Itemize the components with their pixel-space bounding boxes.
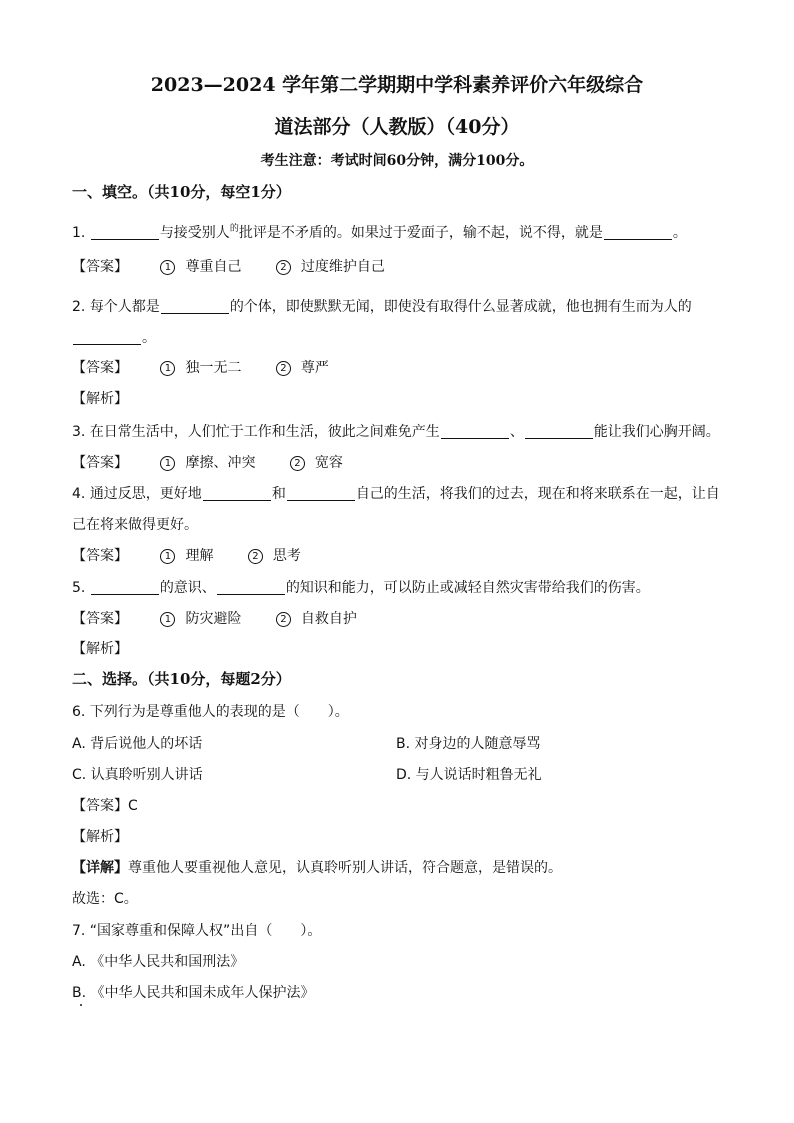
answer-1: 【答案】 1 尊重自己 2 过度维护自己 (72, 256, 385, 276)
option-c: C. 认真聆听别人讲话 (72, 767, 203, 783)
circled-number-icon: 1 (160, 361, 175, 376)
answer-4: 【答案】 1 理解 2 思考 (72, 545, 301, 565)
choose-6: 故选：C。 (72, 891, 138, 907)
answer-blank (604, 225, 672, 240)
section-choice-heading: 二、选择。（共10分，每题2分） (72, 670, 291, 688)
answer-label: 【答案】 (72, 360, 128, 376)
circled-number-icon: 1 (160, 456, 175, 471)
analysis-label-6: 【解析】 (72, 829, 128, 845)
answer-blank (525, 424, 593, 439)
answer-blank (73, 330, 141, 345)
option-b: B. 《中华人民共和国未成年人保护法》 (72, 985, 315, 1001)
answer-blank (203, 486, 271, 501)
question-2-cont: 。 (72, 327, 156, 347)
detail-label: 【详解】 (72, 860, 128, 876)
question-6: 6. 下列行为是尊重他人的表现的是（ ）。 (72, 704, 349, 720)
circled-number-icon: 2 (276, 361, 291, 376)
answer-blank (287, 486, 355, 501)
circled-number-icon: 1 (160, 549, 175, 564)
option-a: A. 《中华人民共和国刑法》 (72, 954, 245, 970)
question-number: 4. (72, 486, 86, 502)
question-7: 7. “国家尊重和保障人权”出自（ ）。 (72, 923, 322, 939)
answer-blank (161, 299, 229, 314)
answer-3: 【答案】 1 摩擦、冲突 2 宽容 (72, 452, 343, 472)
option-d: D. 与人说话时粗鲁无礼 (396, 767, 542, 783)
question-number: 3. (72, 424, 86, 440)
answer-5: 【答案】 1 防灾避险 2 自救自护 (72, 608, 357, 628)
answer-blank (441, 424, 509, 439)
question-number: 2. (72, 299, 86, 315)
question-number: 5. (72, 580, 86, 596)
circled-number-icon: 2 (290, 456, 305, 471)
question-number: 1. (72, 225, 86, 241)
section-fill-blank-heading: 一、填空。（共10分，每空1分） (72, 183, 291, 201)
circled-number-icon: 2 (248, 549, 263, 564)
option-b: B. 对身边的人随意辱骂 (396, 736, 541, 752)
analysis-label-2: 【解析】 (72, 391, 128, 407)
answer-label: 【答案】 (72, 798, 128, 814)
circled-number-icon: 2 (276, 260, 291, 275)
answer-label: 【答案】 (72, 455, 128, 471)
answer-blank (217, 580, 285, 595)
exam-notice: 考生注意：考试时间60分钟，满分100分。 (260, 153, 534, 169)
stray-dot (80, 1004, 82, 1006)
circled-number-icon: 1 (160, 260, 175, 275)
question-3: 3. 在日常生活中，人们忙于工作和生活，彼此之间难免产生 、 能让我们心胸开阔。 (72, 424, 720, 440)
question-4: 4. 通过反思，更好地 和 自己的生活，将我们的过去，现在和将来联系在一起，让自 (72, 486, 720, 502)
exam-subtitle: 道法部分（人教版）（40分） (274, 116, 520, 138)
question-2: 2. 每个人都是 的个体，即使默默无闻，即使没有取得什么显著成就，他也拥有生而为人的 (72, 299, 692, 315)
circled-number-icon: 2 (276, 612, 291, 627)
option-a: A. 背后说他人的坏话 (72, 736, 203, 752)
answer-2: 【答案】 1 独一无二 2 尊严 (72, 357, 329, 377)
answer-blank (91, 225, 159, 240)
detail-6: 【详解】尊重他人要重视他人意见，认真聆听别人讲话，符合题意，是错误的。 (72, 860, 562, 876)
answer-6: 【答案】C (72, 798, 138, 814)
question-4-cont: 己在将来做得更好。 (72, 517, 198, 533)
analysis-label-5: 【解析】 (72, 641, 128, 657)
answer-label: 【答案】 (72, 611, 128, 627)
answer-label: 【答案】 (72, 548, 128, 564)
circled-number-icon: 1 (160, 612, 175, 627)
question-5: 5. 的意识、 的知识和能力，可以防止或减轻自然灾害带给我们的伤害。 (72, 580, 650, 596)
question-1: 1. 与接受别人$^的$批评是不矛盾的。如果过于爱面子，输不起，说不得，就是 。 (72, 224, 687, 241)
exam-title: 2023—2024 学年第二学期期中学科素养评价六年级综合 (150, 74, 644, 96)
answer-blank (91, 580, 159, 595)
answer-label: 【答案】 (72, 259, 128, 275)
